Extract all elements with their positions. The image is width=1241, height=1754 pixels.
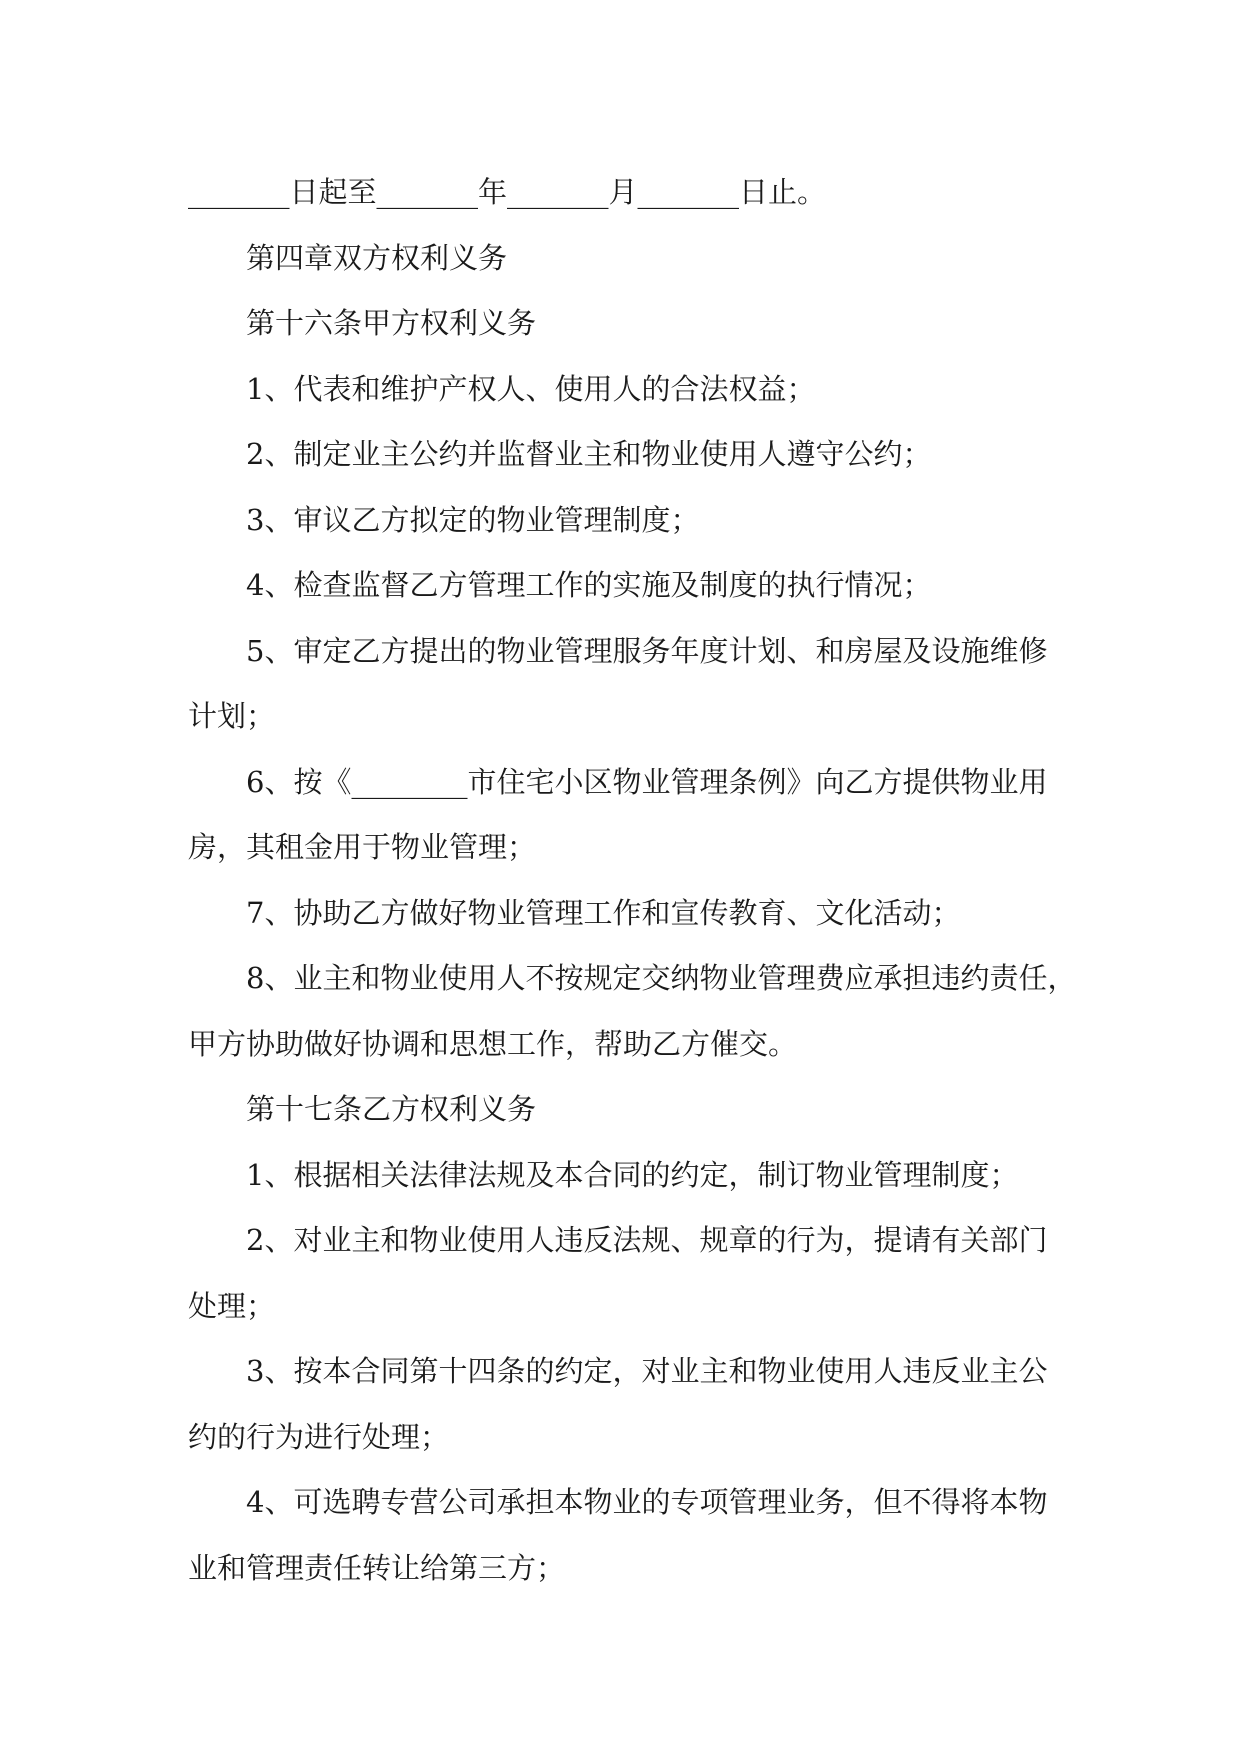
document-line: 房，其租金用于物业管理； (188, 830, 537, 864)
document-line: 处理； (188, 1288, 276, 1323)
document-line: 2、对业主和物业使用人违反法规、规章的行为，提请有关部门 (246, 1223, 1048, 1257)
document-line: 业和管理责任转让给第三方； (188, 1550, 566, 1585)
document-line: 约的行为进行处理； (188, 1419, 450, 1454)
document-line: 计划； (188, 699, 276, 733)
document-body (188, 160, 1077, 1601)
document-line: 4、检查监督乙方管理工作的实施及制度的执行情况； (246, 568, 932, 602)
document-line: 第四章双方权利义务 (246, 240, 508, 275)
document-line: 甲方协助做好协调和思想工作，帮助乙方催交。 (188, 1026, 798, 1061)
document-line: 7、协助乙方做好物业管理工作和宣传教育、文化活动； (246, 895, 961, 930)
document-line: 1、代表和维护产权人、使用人的合法权益； (246, 371, 816, 406)
document-line: 4、可选聘专营公司承担本物业的专项管理业务，但不得将本物 (246, 1485, 1048, 1519)
document-line: 1、根据相关法律法规及本合同的约定，制订物业管理制度； (246, 1157, 1019, 1192)
document-line: 3、审议乙方拟定的物业管理制度； (246, 502, 700, 537)
document-line: 8、业主和物业使用人不按规定交纳物业管理费应承担违约责任， (246, 961, 1077, 995)
document-line: _______日起至_______年_______月_______日止。 (188, 175, 827, 209)
document-line: 6、按《________市住宅小区物业管理条例》向乙方提供物业用 (246, 764, 1048, 799)
document-line: 5、审定乙方提出的物业管理服务年度计划、和房屋及设施维修 (246, 633, 1048, 668)
document-line: 3、按本合同第十四条的约定，对业主和物业使用人违反业主公 (246, 1354, 1048, 1388)
document-line: 2、制定业主公约并监督业主和物业使用人遵守公约； (246, 437, 932, 471)
document-line: 第十六条甲方权利义务 (246, 306, 537, 340)
document-line: 第十七条乙方权利义务 (246, 1092, 537, 1126)
